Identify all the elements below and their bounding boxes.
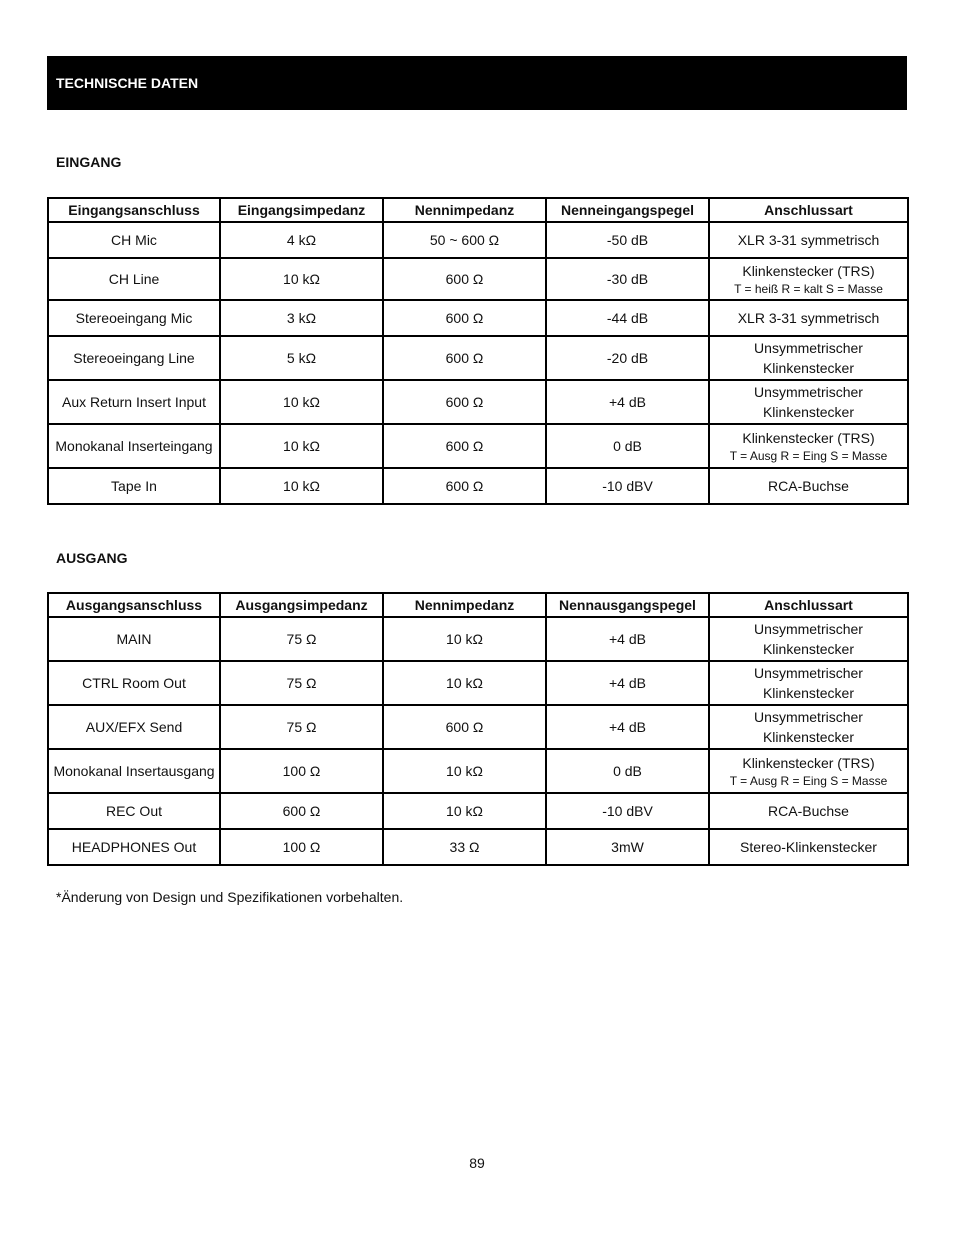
cell-text: RCA-Buchse	[768, 478, 849, 494]
table-cell	[383, 424, 546, 468]
column-header: Eingangsimpedanz	[220, 198, 383, 222]
section-banner	[47, 56, 907, 110]
table-cell	[709, 222, 908, 258]
cell-text: 75 Ω	[286, 675, 317, 691]
cell-text: Unsymmetrischer Klinkenstecker	[754, 621, 863, 657]
cell-text: -10 dBV	[602, 478, 653, 494]
table-cell	[48, 749, 220, 793]
table-cell	[48, 468, 220, 504]
table-cell	[48, 258, 220, 300]
cell-text: Unsymmetrischer Klinkenstecker	[754, 665, 863, 701]
table-cell	[709, 661, 908, 705]
table-cell	[709, 380, 908, 424]
table-cell	[48, 222, 220, 258]
cell-text: Klinkenstecker (TRS)	[742, 430, 875, 446]
table-cell	[220, 380, 383, 424]
table-cell	[383, 258, 546, 300]
table-cell	[383, 222, 546, 258]
table-row	[48, 300, 908, 336]
cell-text: MAIN	[116, 631, 152, 647]
table-row	[48, 829, 908, 865]
table-cell	[220, 749, 383, 793]
table-header-row	[48, 198, 908, 222]
table-cell	[546, 793, 709, 829]
column-header: Nenneingangspegel	[546, 198, 709, 222]
cell-text: 600 Ω	[445, 478, 484, 494]
cell-text: HEADPHONES Out	[71, 839, 197, 855]
table-cell	[220, 336, 383, 380]
pin-assignment-note: T = heiß R = kalt S = Masse	[734, 282, 883, 296]
cell-text: 10 kΩ	[446, 763, 483, 779]
table-row	[48, 468, 908, 504]
pin-assignment-note: T = Ausg R = Eing S = Masse	[729, 449, 888, 463]
cell-text: XLR 3-31 symmetrisch	[737, 232, 880, 248]
table-cell	[383, 829, 546, 865]
table-cell	[48, 705, 220, 749]
cell-text: CH Line	[108, 271, 160, 287]
table-cell	[48, 424, 220, 468]
table-cell	[709, 258, 908, 300]
table-row	[48, 336, 908, 380]
output-section-title: AUSGANG	[56, 550, 128, 566]
cell-text: +4 dB	[609, 719, 646, 735]
table-cell	[709, 468, 908, 504]
table-cell	[48, 380, 220, 424]
cell-text: Monokanal Insertausgang	[53, 763, 215, 779]
table-row	[48, 424, 908, 468]
table-cell	[48, 793, 220, 829]
input-spec-table	[47, 197, 909, 505]
cell-text: Unsymmetrischer Klinkenstecker	[754, 384, 863, 420]
table-cell	[709, 829, 908, 865]
table-cell	[709, 705, 908, 749]
output-spec-table	[47, 592, 909, 866]
table-row	[48, 661, 908, 705]
table-cell	[546, 336, 709, 380]
table-cell	[546, 222, 709, 258]
cell-text: 10 kΩ	[283, 271, 320, 287]
table-cell	[546, 300, 709, 336]
input-section-title: EINGANG	[56, 154, 122, 170]
cell-text: +4 dB	[609, 394, 646, 410]
table-cell	[546, 380, 709, 424]
cell-text: 10 kΩ	[283, 438, 320, 454]
table-header-row	[48, 593, 908, 617]
pin-assignment-note: T = Ausg R = Eing S = Masse	[729, 774, 888, 788]
table-cell	[546, 258, 709, 300]
column-header: Ausgangsimpedanz	[220, 593, 383, 617]
page-title: TECHNISCHE DATEN	[56, 75, 199, 91]
cell-text: -20 dB	[606, 350, 649, 366]
cell-text: Klinkenstecker (TRS)	[742, 263, 875, 279]
cell-text: 100 Ω	[282, 763, 321, 779]
column-header: Nennausgangspegel	[546, 593, 709, 617]
table-cell	[383, 380, 546, 424]
table-cell	[546, 705, 709, 749]
cell-text: Tape In	[111, 478, 157, 494]
cell-text: 75 Ω	[286, 719, 317, 735]
table-cell	[48, 300, 220, 336]
table-row	[48, 617, 908, 661]
table-cell	[220, 222, 383, 258]
cell-text: 0 dB	[613, 438, 642, 454]
table-cell	[220, 258, 383, 300]
table-row	[48, 705, 908, 749]
cell-text: REC Out	[105, 803, 162, 819]
table-row	[48, 749, 908, 793]
cell-text: 50 ~ 600 Ω	[429, 232, 500, 248]
cell-text: 10 kΩ	[446, 803, 483, 819]
table-cell	[220, 300, 383, 336]
cell-text: 600 Ω	[445, 438, 484, 454]
table-cell	[709, 424, 908, 468]
cell-text: 3 kΩ	[286, 310, 317, 326]
cell-text: 600 Ω	[445, 394, 484, 410]
table-cell	[709, 617, 908, 661]
table-cell	[383, 300, 546, 336]
table-cell	[383, 336, 546, 380]
table-cell	[220, 468, 383, 504]
table-cell	[220, 617, 383, 661]
table-row	[48, 258, 908, 300]
column-header: Anschlussart	[709, 593, 908, 617]
cell-text: CH Mic	[111, 232, 157, 248]
table-cell	[709, 749, 908, 793]
table-cell	[383, 749, 546, 793]
table-cell	[546, 829, 709, 865]
table-cell	[546, 617, 709, 661]
table-cell	[709, 300, 908, 336]
table-cell	[48, 617, 220, 661]
table-cell	[48, 336, 220, 380]
cell-text: RCA-Buchse	[768, 803, 849, 819]
cell-text: Stereo-Klinkenstecker	[740, 839, 877, 855]
table-cell	[48, 661, 220, 705]
table-cell	[383, 468, 546, 504]
table-row	[48, 380, 908, 424]
disclaimer-footnote: *Änderung von Design und Spezifikationen vorbehalten.	[56, 889, 404, 905]
cell-text: +4 dB	[609, 675, 646, 691]
cell-text: 600 Ω	[445, 350, 484, 366]
cell-text: XLR 3-31 symmetrisch	[737, 310, 880, 326]
cell-text: 4 kΩ	[286, 232, 317, 248]
cell-text: -30 dB	[606, 271, 649, 287]
table-cell	[546, 661, 709, 705]
cell-text: 10 kΩ	[283, 478, 320, 494]
table-row	[48, 222, 908, 258]
cell-text: Aux Return Insert Input	[62, 394, 206, 410]
cell-text: +4 dB	[609, 631, 646, 647]
table-cell	[383, 617, 546, 661]
cell-text: Stereoeingang Mic	[75, 310, 193, 326]
cell-text: 600 Ω	[445, 271, 484, 287]
cell-text: AUX/EFX Send	[85, 719, 183, 735]
cell-text: 75 Ω	[286, 631, 317, 647]
column-header: Anschlussart	[709, 198, 908, 222]
table-cell	[220, 705, 383, 749]
cell-text: Stereoeingang Line	[73, 350, 195, 366]
table-cell	[709, 336, 908, 380]
table-cell	[546, 468, 709, 504]
table-cell	[220, 424, 383, 468]
cell-text: Unsymmetrischer Klinkenstecker	[754, 340, 863, 376]
table-cell	[709, 793, 908, 829]
cell-text: 10 kΩ	[283, 394, 320, 410]
cell-text: 0 dB	[613, 763, 642, 779]
cell-text: 33 Ω	[449, 839, 480, 855]
cell-text: 3mW	[611, 839, 644, 855]
cell-text: 10 kΩ	[446, 631, 483, 647]
table-cell	[220, 829, 383, 865]
cell-text: 600 Ω	[445, 310, 484, 326]
table-cell	[48, 829, 220, 865]
cell-text: 600 Ω	[282, 803, 321, 819]
cell-text: 600 Ω	[445, 719, 484, 735]
table-row	[48, 793, 908, 829]
table-cell	[220, 793, 383, 829]
page-number: 89	[469, 1155, 485, 1171]
table-cell	[383, 705, 546, 749]
cell-text: 10 kΩ	[446, 675, 483, 691]
table-cell	[383, 793, 546, 829]
cell-text: -44 dB	[606, 310, 649, 326]
cell-text: Monokanal Inserteingang	[55, 438, 213, 454]
table-cell	[546, 424, 709, 468]
cell-text: 5 kΩ	[286, 350, 317, 366]
cell-text: 100 Ω	[282, 839, 321, 855]
cell-text: Unsymmetrischer Klinkenstecker	[754, 709, 863, 745]
cell-text: -50 dB	[606, 232, 649, 248]
cell-text: Klinkenstecker (TRS)	[742, 755, 875, 771]
cell-text: CTRL Room Out	[82, 675, 186, 691]
column-header: Nennimpedanz	[383, 593, 546, 617]
table-cell	[546, 749, 709, 793]
table-cell	[383, 661, 546, 705]
column-header: Ausgangsanschluss	[48, 593, 220, 617]
cell-text: -10 dBV	[602, 803, 653, 819]
column-header: Nennimpedanz	[383, 198, 546, 222]
column-header: Eingangsanschluss	[48, 198, 220, 222]
table-cell	[220, 661, 383, 705]
